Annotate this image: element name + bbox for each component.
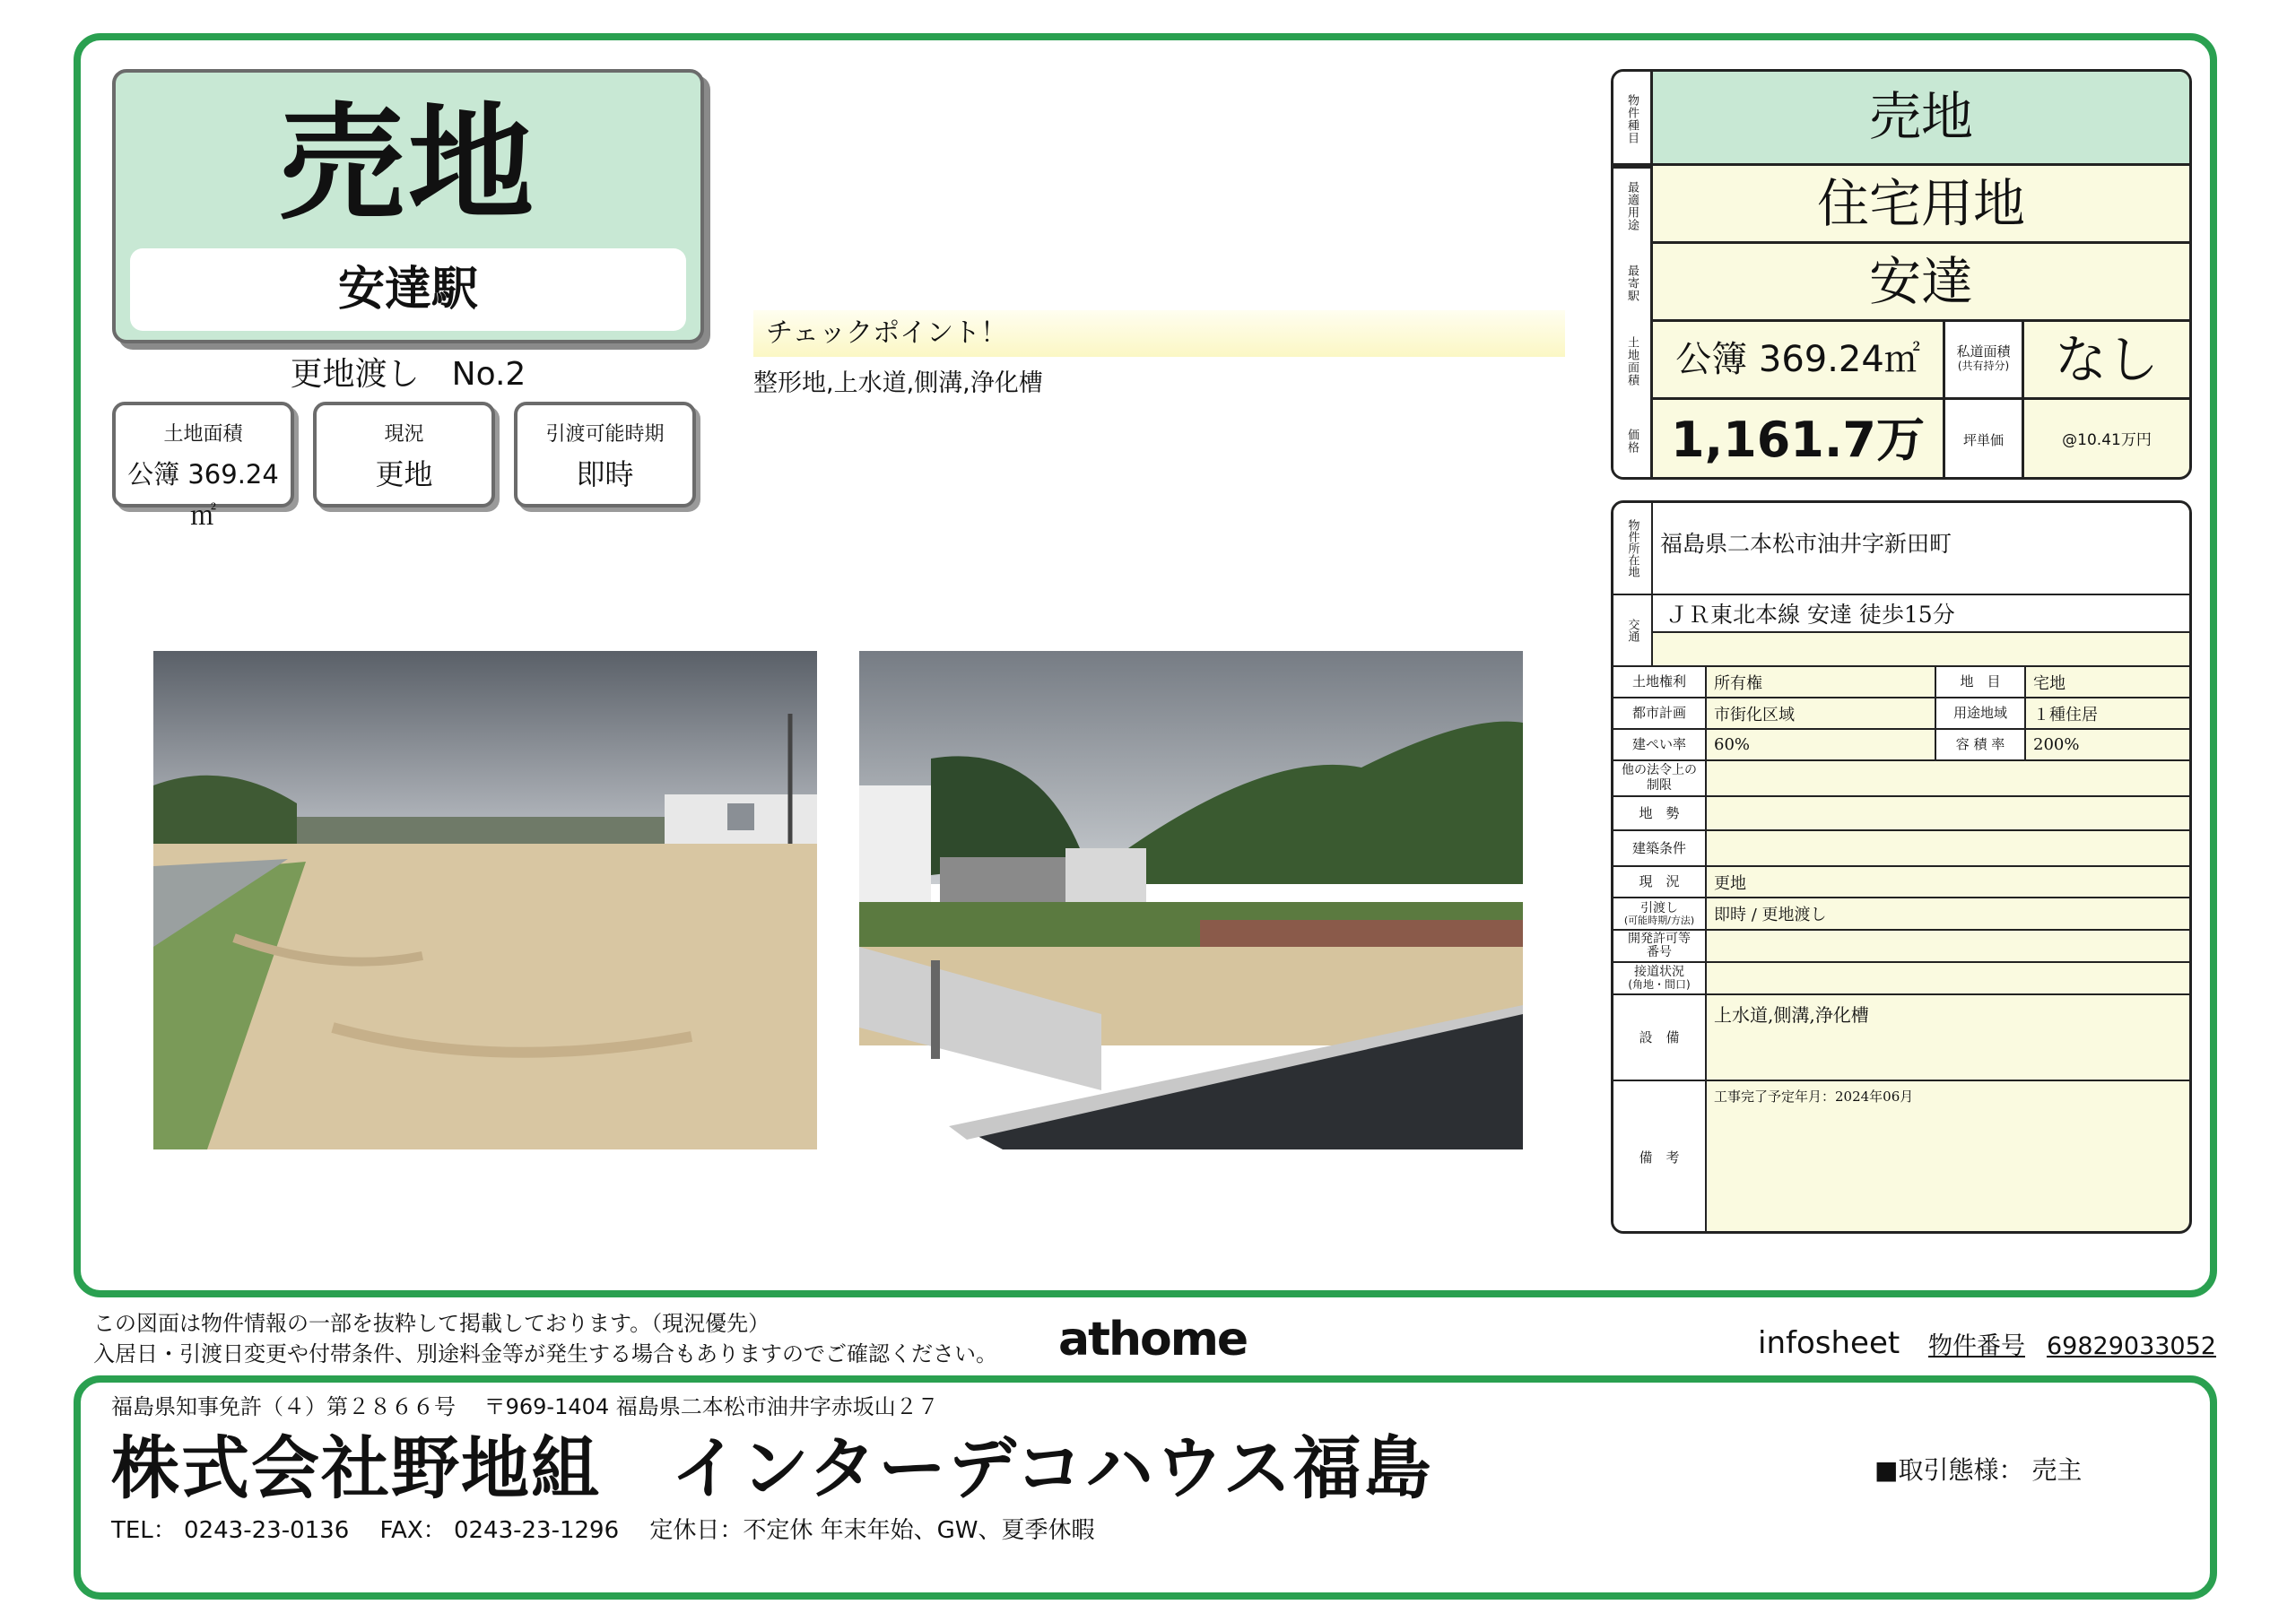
row-label: 建ぺい率 [1613, 730, 1707, 761]
summary-label: 土地面積 [163, 423, 243, 446]
remarks-value: 工事完了予定年月：2024年06月 [1714, 1089, 1914, 1105]
athome-logo: athome [1058, 1313, 1248, 1366]
page-title: 売地 [278, 91, 537, 238]
summary-handover [514, 402, 696, 507]
row-value: 所有権 [1707, 667, 1936, 698]
row-label: 用途地域 [1936, 698, 2026, 730]
row-value: 200% [2026, 730, 2189, 761]
checkpoint-title: チェックポイント！ [753, 310, 1565, 357]
company-name: 株式会社野地組 インターデコハウス福島 [111, 1428, 1433, 1508]
tsubo-value: @10.41万円 [2062, 431, 2152, 449]
spec-area: 公簿 369.24㎡ [1653, 322, 1945, 400]
dev-permit-value [1707, 931, 2189, 963]
summary-value: 更地 [375, 457, 433, 491]
summary-value: 即時 [576, 457, 634, 491]
company-contact: TEL： 0243-23-0136 FAX： 0243-23-1296 定休日：不定休 年末年始、GW、夏季休暇 [111, 1517, 1095, 1544]
road-label-cell [1613, 963, 1707, 995]
private-road-label-cell [1945, 322, 2024, 400]
site-photo-2 [859, 651, 1523, 1149]
deal-type: ■取引態様： 売主 [1874, 1455, 2083, 1485]
price-label: 価格 [1613, 400, 1653, 480]
summary-value: 公簿 369.24㎡ [127, 459, 279, 531]
title-card [112, 69, 704, 343]
footer-note-2: 入居日・引渡日変更や付帯条件、別途料金等が発生する場合もありますのでご確認ください。 [93, 1341, 997, 1366]
row-label: 都市計画 [1613, 698, 1707, 730]
spec-price: 1,161.7万 [1653, 400, 1945, 480]
facilities-label: 設 備 [1613, 995, 1707, 1081]
private-road-label: 私道面積 [1956, 343, 2011, 360]
private-road-value: なし [2024, 322, 2189, 400]
area-label: 土地面積 [1613, 322, 1653, 400]
row-value: 宅地 [2026, 667, 2189, 698]
row-label: 地 目 [1936, 667, 2026, 698]
checkpoint-text: 整形地,上水道,側溝,浄化槽 [753, 369, 1043, 397]
other-restrictions-value [1707, 761, 2189, 797]
summary-label: 引渡可能時期 [545, 423, 665, 446]
sub-caption: 更地渡し No.2 [290, 356, 526, 393]
road-value [1707, 963, 2189, 995]
handover-value: 即時 / 更地渡し [1707, 898, 2189, 931]
transport-blank [1653, 633, 2189, 667]
terrain-value [1707, 797, 2189, 831]
transport-value: ＪＲ東北本線 安達 徒歩15分 [1653, 595, 2189, 633]
row-label: 容 積 率 [1936, 730, 2026, 761]
summary-status [313, 402, 495, 507]
status-value: 更地 [1707, 867, 2189, 898]
road-sub: (角地・間口) [1628, 978, 1691, 991]
handover-label-cell [1613, 898, 1707, 931]
status-label: 現 況 [1613, 867, 1707, 898]
handover-sub: (可能時期/方法) [1623, 914, 1695, 926]
row-value: 市街化区域 [1707, 698, 1936, 730]
other-restrictions-label: 他の法令上の制限 [1613, 761, 1707, 797]
transport-label: 交通 [1613, 595, 1653, 667]
row-value: 60% [1707, 730, 1936, 761]
spec-use: 住宅用地 [1653, 166, 2189, 244]
build-cond-label: 建築条件 [1613, 831, 1707, 867]
dev-permit-label: 開発許可等番号 [1613, 931, 1707, 963]
station-name: 安達駅 [130, 248, 686, 331]
spec-top-table [1611, 69, 2192, 480]
site-photo-1 [153, 651, 817, 1149]
build-cond-value [1707, 831, 2189, 867]
road-label: 接道状況 [1634, 965, 1684, 979]
spec-kind: 売地 [1653, 72, 2189, 166]
company-license: 福島県知事免許（４）第２８６６号 〒969-1404 福島県二本松市油井字赤坂山２７ [111, 1394, 939, 1419]
use-label: 最適用途 [1613, 166, 1653, 244]
terrain-label: 地 勢 [1613, 797, 1707, 831]
property-number-label: 物件番号 [1928, 1332, 2025, 1360]
summary-land-area [112, 402, 294, 531]
row-value: １種住居 [2026, 698, 2189, 730]
private-road-sub: (共有持分) [1957, 360, 2010, 372]
spec-station: 安達 [1653, 244, 2189, 322]
spec-bottom-table [1611, 500, 2192, 1234]
footer-note-1: この図面は物件情報の一部を抜粋して掲載しております。（現況優先） [93, 1311, 770, 1336]
summary-label: 現況 [384, 423, 424, 446]
remarks-label: 備 考 [1613, 1081, 1707, 1234]
tsubo-label: 坪単価 [1945, 400, 2024, 480]
handover-label: 引渡し [1640, 900, 1678, 915]
infosheet-label: infosheet [1758, 1325, 1900, 1361]
facilities-value: 上水道,側溝,浄化槽 [1707, 995, 2189, 1081]
row-label: 土地権利 [1613, 667, 1707, 698]
station-label: 最寄駅 [1613, 244, 1653, 322]
location-label: 物件所在地 [1613, 503, 1653, 595]
property-number: 69829033052 [2047, 1332, 2216, 1360]
kind-label: 物件種目 [1613, 72, 1653, 166]
location-value: 福島県二本松市油井字新田町 [1653, 503, 2189, 595]
